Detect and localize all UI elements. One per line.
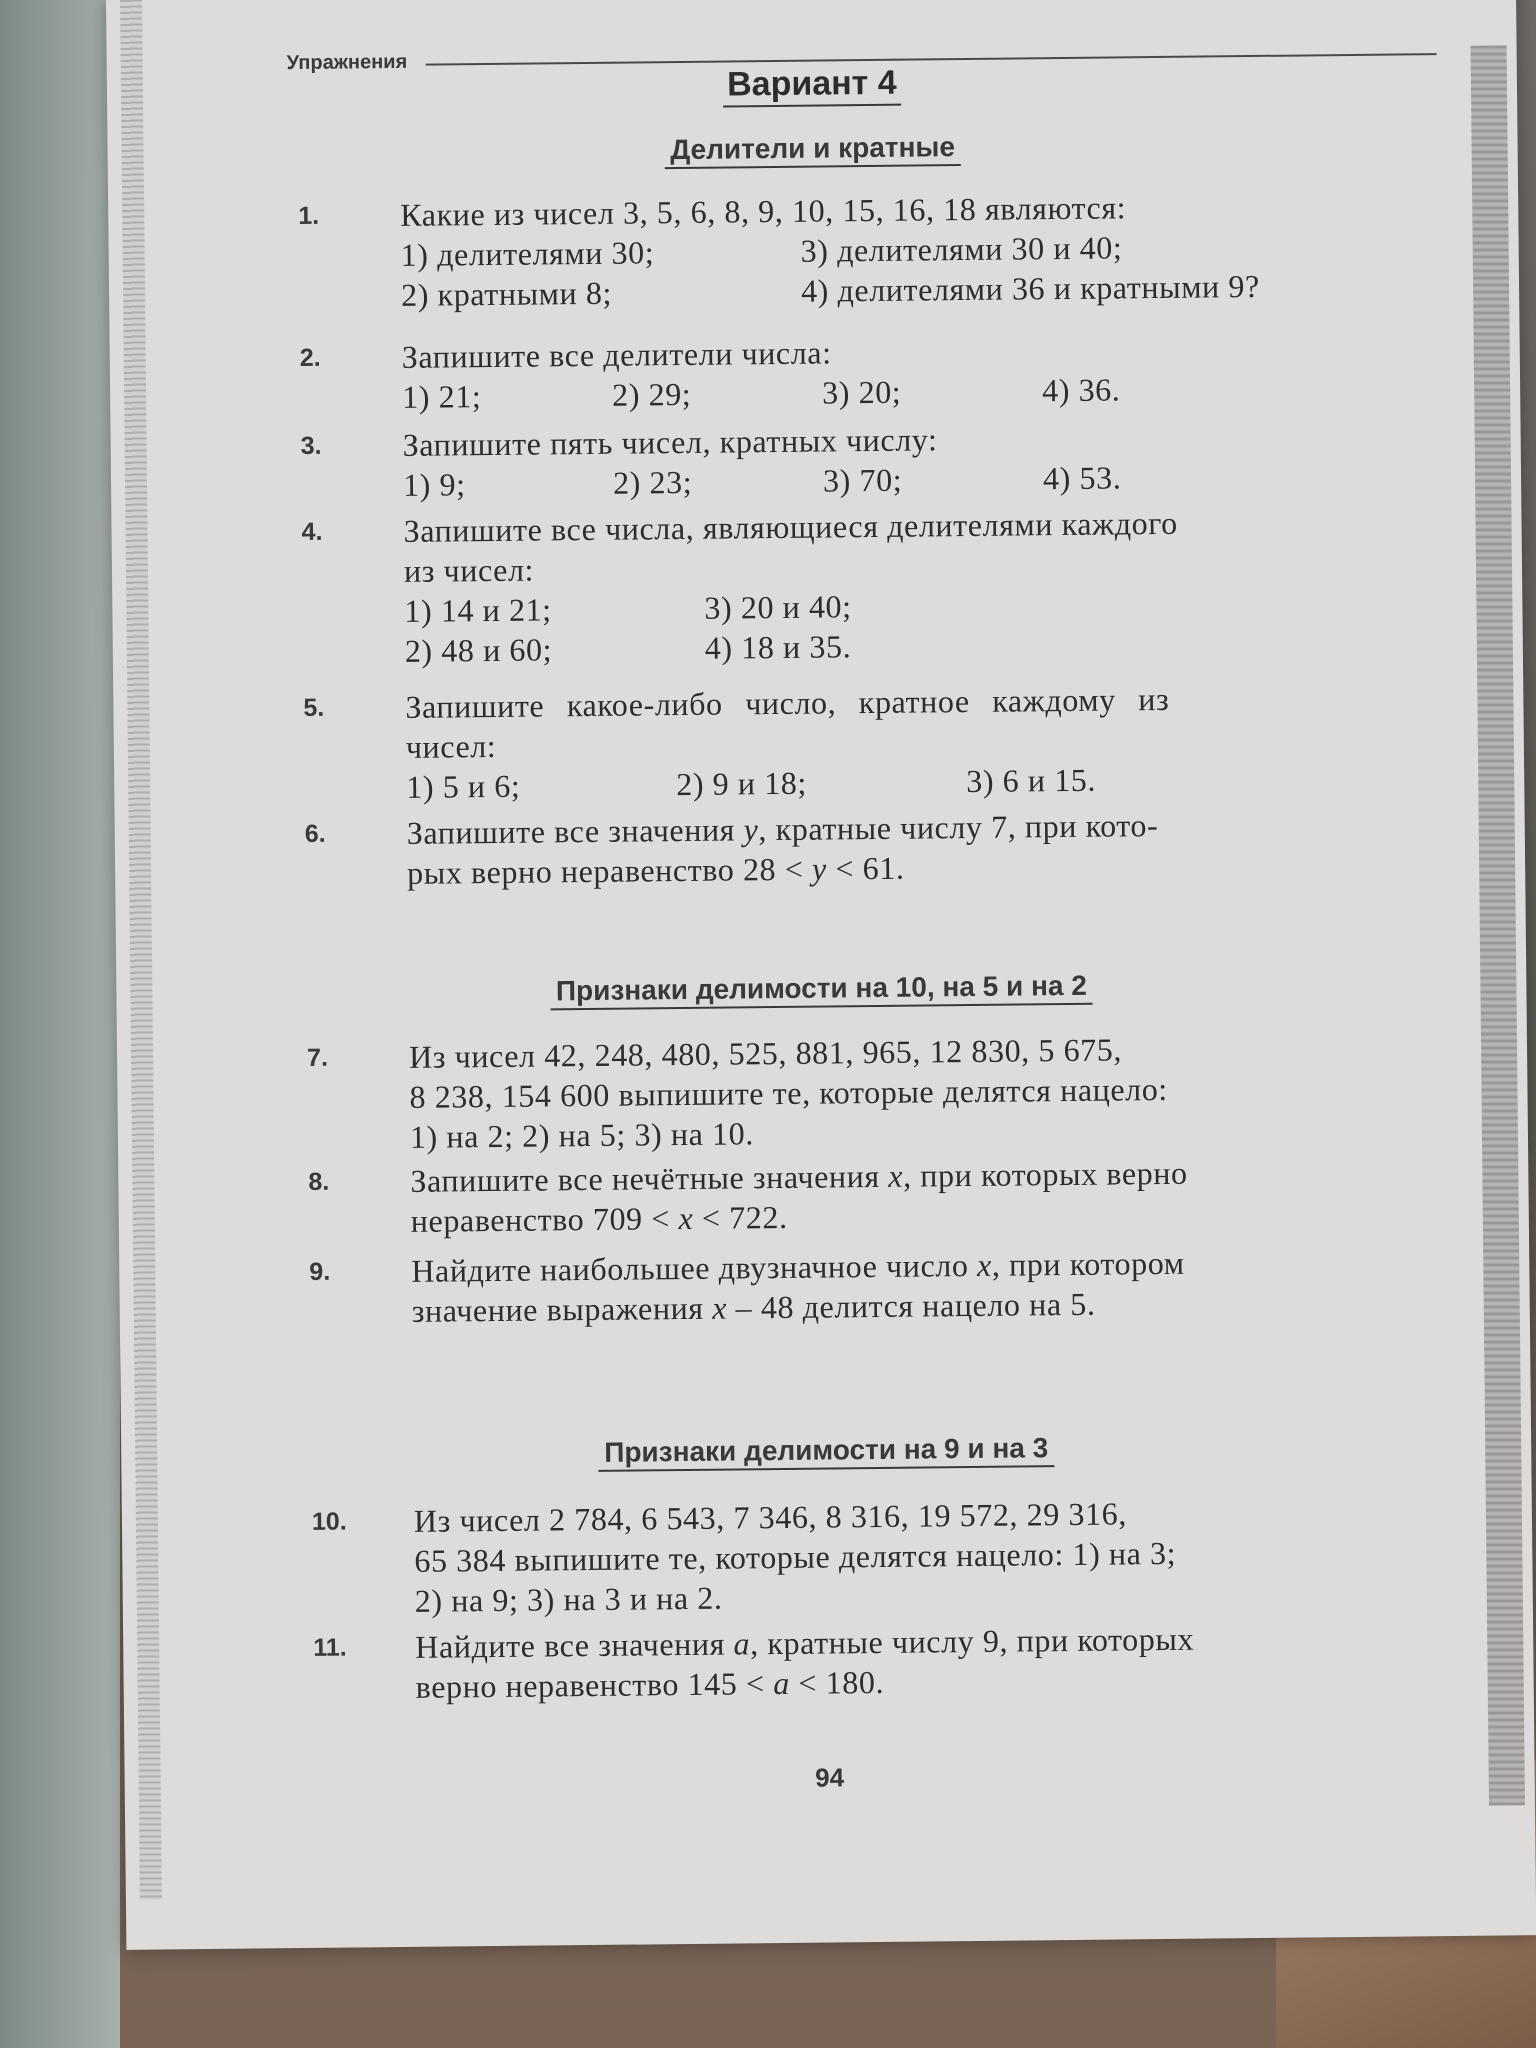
option: 1) 14 и 21;	[404, 591, 552, 629]
text-fragment: Запишите все значения	[406, 811, 744, 851]
problem-9	[309, 1240, 1440, 1332]
section-title-divisibility-9-3-text: Признаки делимости на 9 и на 3	[598, 1432, 1054, 1472]
text-fragment: рых верно неравенство 28 <	[406, 850, 813, 891]
page-number: 94	[815, 1762, 845, 1793]
option: 4) 36.	[1041, 371, 1121, 409]
problem-number: 10.	[311, 1507, 347, 1536]
book-page	[106, 0, 1536, 1950]
section-title-divisibility-10-5-2-text: Признаки делимости на 10, на 5 и на 2	[550, 970, 1093, 1011]
problem-text-line-3: 2) на 9; 3) на 3 и на 2.	[414, 1579, 723, 1619]
problem-number: 1.	[298, 201, 320, 230]
variable-x: x	[712, 1289, 728, 1326]
option: 4) 18 и 35.	[704, 628, 852, 666]
problem-text-line-2: 65 384 выпишите те, которые делятся нацело: 1) на 3;	[414, 1534, 1177, 1579]
problem-text-line-3: 1) на 2; 2) на 5; 3) на 10.	[409, 1115, 755, 1155]
problem-text-line-1: Из чисел 42, 248, 480, 525, 881, 965, 12 830, 5 675,	[408, 1031, 1123, 1075]
desk-background	[0, 0, 120, 2048]
problem-7	[307, 1026, 1438, 1158]
option: 3) 70;	[822, 461, 903, 499]
option: 2) 48 и 60;	[404, 631, 553, 669]
problem-text-line-2: из чисел:	[403, 551, 535, 589]
variable-y: y	[743, 811, 759, 848]
section-title-divisibility-10-5-2	[116, 965, 1526, 1012]
text-fragment: < 722.	[693, 1198, 788, 1236]
problem-11	[313, 1616, 1444, 1708]
problem-number: 2.	[299, 343, 321, 372]
option: 3) делителями 30 и 40;	[800, 229, 1123, 269]
option: 2) 23;	[612, 463, 693, 501]
variable-x: x	[888, 1157, 904, 1194]
section-title-divisors	[107, 125, 1517, 172]
option: 4) 53.	[1042, 459, 1122, 497]
text-fragment: < 180.	[789, 1663, 885, 1701]
text-fragment: Найдите все значения	[415, 1625, 734, 1665]
problem-options	[404, 580, 1433, 671]
problem-number: 11.	[313, 1633, 347, 1662]
option: 3) 6 и 15.	[966, 761, 1097, 800]
option: 4) делителями 36 и кратными 9?	[800, 267, 1260, 309]
text-fragment: , кратные числу 7, при кото-	[758, 807, 1159, 848]
problem-text: Запишите все делители числа:	[401, 334, 832, 375]
problem-2	[300, 326, 1431, 418]
text-fragment: , при котором	[991, 1244, 1185, 1283]
problem-text: Какие из чисел 3, 5, 6, 8, 9, 10, 15, 16, 18 являются:	[400, 189, 1127, 233]
option: 3) 20;	[821, 373, 902, 411]
text-fragment: , при которых верно	[902, 1154, 1188, 1194]
problem-number: 7.	[306, 1043, 329, 1072]
problem-text-line-1: Запишите какое-либо число, кратное каждому из	[405, 680, 1170, 725]
problem-number: 5.	[303, 693, 325, 722]
option: 2) 9 и 18;	[676, 764, 808, 803]
option: 1) 9;	[402, 466, 466, 503]
variable-a: a	[733, 1625, 751, 1662]
problem-text-line-1: Из чисел 2 784, 6 543, 7 346, 8 316, 19 572, 29 316,	[413, 1495, 1128, 1539]
problem-number: 4.	[301, 517, 323, 546]
problem-text-line-2: чисел:	[405, 727, 497, 765]
text-fragment: < 61.	[826, 849, 905, 887]
problem-text-line-2: 8 238, 154 600 выпишите те, которые делятся нацело:	[409, 1070, 1169, 1115]
text-fragment: Запишите все нечётные значения	[410, 1157, 889, 1199]
text-fragment: – 48 делится нацело на 5.	[726, 1285, 1096, 1326]
variable-x: x	[976, 1246, 993, 1283]
problem-4	[301, 500, 1433, 672]
problem-5	[303, 676, 1434, 808]
problem-text: Запишите пять чисел, кратных числу:	[402, 421, 938, 463]
option: 2) кратными 8;	[400, 274, 613, 313]
variable-a: a	[773, 1664, 791, 1702]
option: 2) 29;	[611, 375, 692, 413]
problem-8	[308, 1150, 1439, 1242]
problem-text-line-1: Запишите все числа, являющиеся делителями каждого	[403, 504, 1178, 549]
option: 3) 20 и 40;	[704, 588, 852, 626]
variant-title-text: Вариант 4	[723, 64, 901, 108]
option: 1) 21;	[401, 378, 482, 415]
problem-3	[300, 414, 1431, 506]
text-fragment: Найдите наибольшее двузначное число	[411, 1246, 978, 1289]
variable-y: y	[811, 850, 827, 887]
problem-1	[298, 184, 1429, 316]
problem-number: 8.	[308, 1167, 330, 1196]
text-fragment: неравенство 709 <	[410, 1200, 679, 1239]
text-fragment: значение выражения	[411, 1289, 713, 1329]
page-content	[106, 0, 1536, 1950]
problem-number: 3.	[300, 431, 322, 460]
option: 1) делителями 30;	[400, 234, 655, 273]
section-title-divisors-text: Делители и кратные	[664, 131, 961, 169]
problem-number: 9.	[309, 1257, 331, 1286]
option: 1) 5 и 6;	[406, 767, 521, 805]
problem-number: 6.	[304, 819, 326, 848]
text-fragment: верно неравенство 145 <	[415, 1665, 774, 1705]
problem-options	[400, 224, 1429, 315]
running-head-label: Упражнения	[286, 50, 408, 75]
problem-6	[305, 802, 1436, 894]
section-title-divisibility-9-3	[121, 1427, 1531, 1474]
text-fragment: , кратные числу 9, при которых	[749, 1620, 1195, 1662]
problem-10	[312, 1490, 1443, 1622]
variable-x: x	[678, 1199, 694, 1237]
